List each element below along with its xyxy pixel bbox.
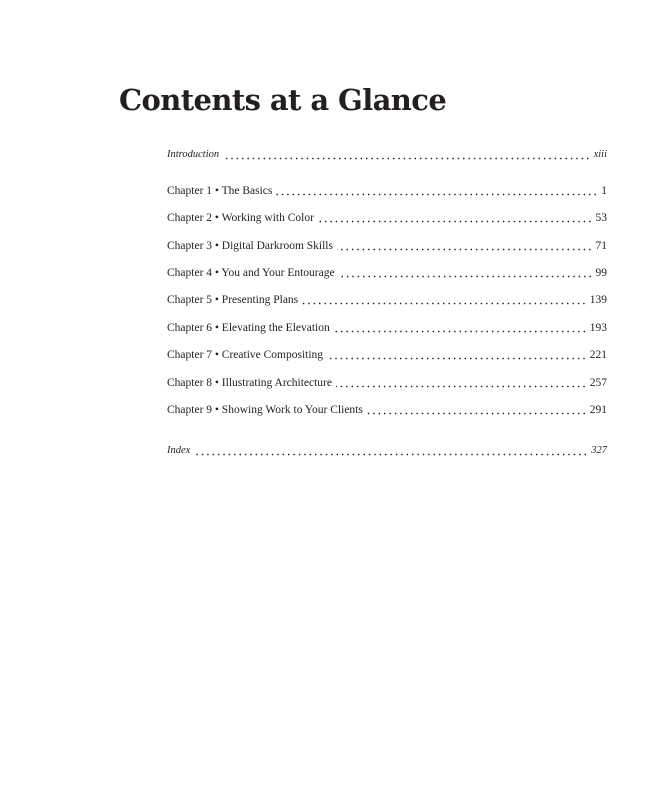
toc-entry-label: Index <box>167 445 191 456</box>
toc-entry-chapter-9[interactable] <box>167 401 607 419</box>
toc-entry-chapter-6[interactable] <box>167 319 607 337</box>
toc-entry-page-number: 291 <box>589 404 607 416</box>
dot-leader <box>367 403 587 415</box>
dot-leader <box>336 376 587 388</box>
dot-leader <box>194 444 588 456</box>
dot-leader <box>327 348 587 360</box>
page-title: Contents at a Glance <box>119 83 447 117</box>
toc-entry-label: Chapter 3 • Digital Darkroom Skills <box>167 240 333 252</box>
toc-entry-label: Chapter 1 • The Basics <box>167 185 273 197</box>
dot-leader <box>276 184 598 196</box>
dot-leader <box>302 293 587 305</box>
toc-entry-page-number: 257 <box>589 377 607 389</box>
toc-entry-label: Chapter 7 • Creative Compositing <box>167 349 324 361</box>
dot-leader <box>223 148 590 160</box>
toc-entry-chapter-4[interactable] <box>167 264 607 282</box>
dot-leader <box>337 239 593 251</box>
toc-entry-chapter-7[interactable] <box>167 346 607 364</box>
toc-entry-chapter-2[interactable] <box>167 209 607 227</box>
toc-entry-chapter-5[interactable] <box>167 291 607 309</box>
toc-entry-page-number: 53 <box>595 212 607 224</box>
toc-entry-index[interactable] <box>167 442 607 460</box>
dot-leader <box>334 321 587 333</box>
toc-entry-page-number: 327 <box>591 445 607 456</box>
toc-entry-chapter-3[interactable] <box>167 237 607 255</box>
toc-entry-label: Chapter 6 • Elevating the Elevation <box>167 322 330 334</box>
toc-entry-label: Chapter 2 • Working with Color <box>167 212 314 224</box>
table-of-contents <box>167 0 607 800</box>
toc-entry-page-number: 1 <box>601 185 607 197</box>
toc-entry-page-number: 139 <box>589 294 607 306</box>
toc-entry-label: Chapter 9 • Showing Work to Your Clients <box>167 404 363 416</box>
toc-entry-page-number: 193 <box>589 322 607 334</box>
toc-entry-label: Chapter 5 • Presenting Plans <box>167 294 299 306</box>
toc-entry-page-number: xiii <box>593 149 607 160</box>
toc-entry-introduction[interactable] <box>167 146 607 164</box>
toc-entry-label: Chapter 4 • You and Your Entourage <box>167 267 335 279</box>
dot-leader <box>318 211 593 223</box>
toc-entry-page-number: 71 <box>595 240 607 252</box>
toc-entry-label: Introduction <box>167 149 220 160</box>
toc-entry-chapter-8[interactable] <box>167 374 607 392</box>
toc-entry-page-number: 99 <box>595 267 607 279</box>
toc-entry-page-number: 221 <box>589 349 607 361</box>
toc-entry-chapter-1[interactable] <box>167 182 607 200</box>
dot-leader <box>339 266 593 278</box>
toc-entry-label: Chapter 8 • Illustrating Architecture <box>167 377 332 389</box>
